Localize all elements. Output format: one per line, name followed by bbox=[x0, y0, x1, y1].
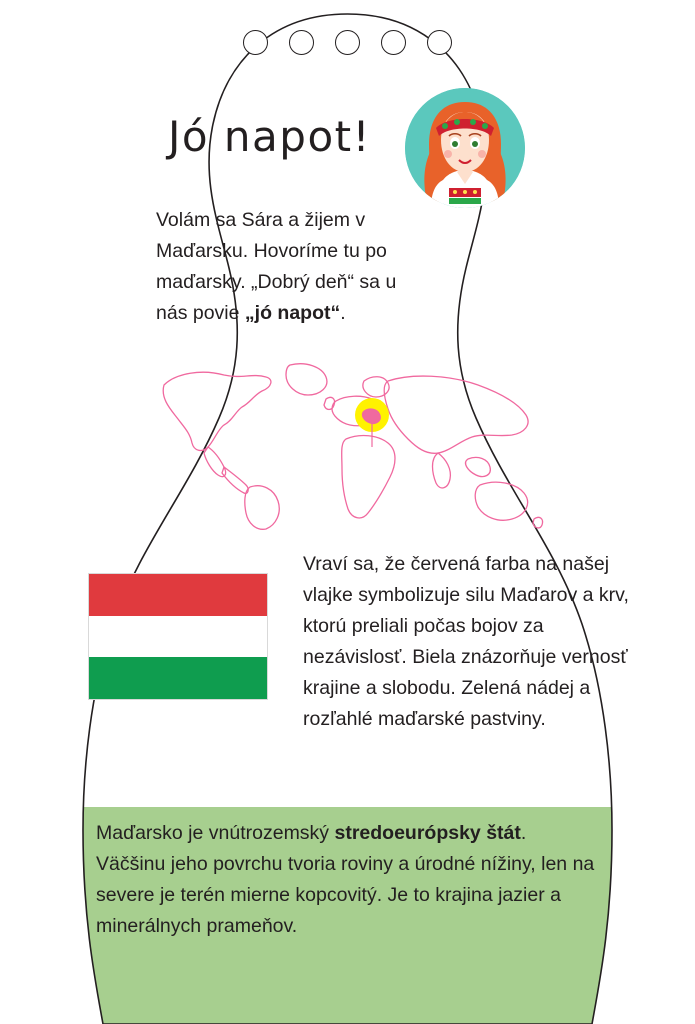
footer-paragraph: Maďarsko je vnútrozemský stredoeurópsky štát. Väčšinu jeho povrchu tvoria roviny a úrodné nížiny, len na severe je terén mierne kopcovitý. Je to krajina jazier a minerálnych prameňov. bbox=[96, 822, 595, 937]
flag-paragraph: Vraví sa, že červená farba na našej vlajke symbolizuje silu Maďarov a krv, ktorú preliali počas bojov za nezávislosť. Biela znázorňuje vernosť krajine a slobodu. Zelená nádej a rozľahlé maďarské pastviny. bbox=[303, 553, 629, 730]
flag-stripe-red bbox=[89, 574, 267, 616]
punch-hole bbox=[427, 30, 452, 55]
girl-avatar bbox=[405, 88, 525, 208]
punch-hole bbox=[335, 30, 360, 55]
flag-stripe-white bbox=[89, 616, 267, 658]
hungary-flag bbox=[88, 573, 268, 700]
world-map bbox=[150, 355, 550, 530]
greeting-headline: Jó napot! bbox=[168, 112, 371, 161]
flag-stripe-green bbox=[89, 657, 267, 699]
punch-hole bbox=[381, 30, 406, 55]
punch-hole bbox=[289, 30, 314, 55]
punch-holes bbox=[0, 30, 695, 55]
punch-hole bbox=[243, 30, 268, 55]
intro-paragraph: Volám sa Sára a žijem v Maďarsku. Hovoríme tu po maďarsky. „Dobrý deň“ sa u nás povie „jó napot“. bbox=[156, 209, 397, 324]
